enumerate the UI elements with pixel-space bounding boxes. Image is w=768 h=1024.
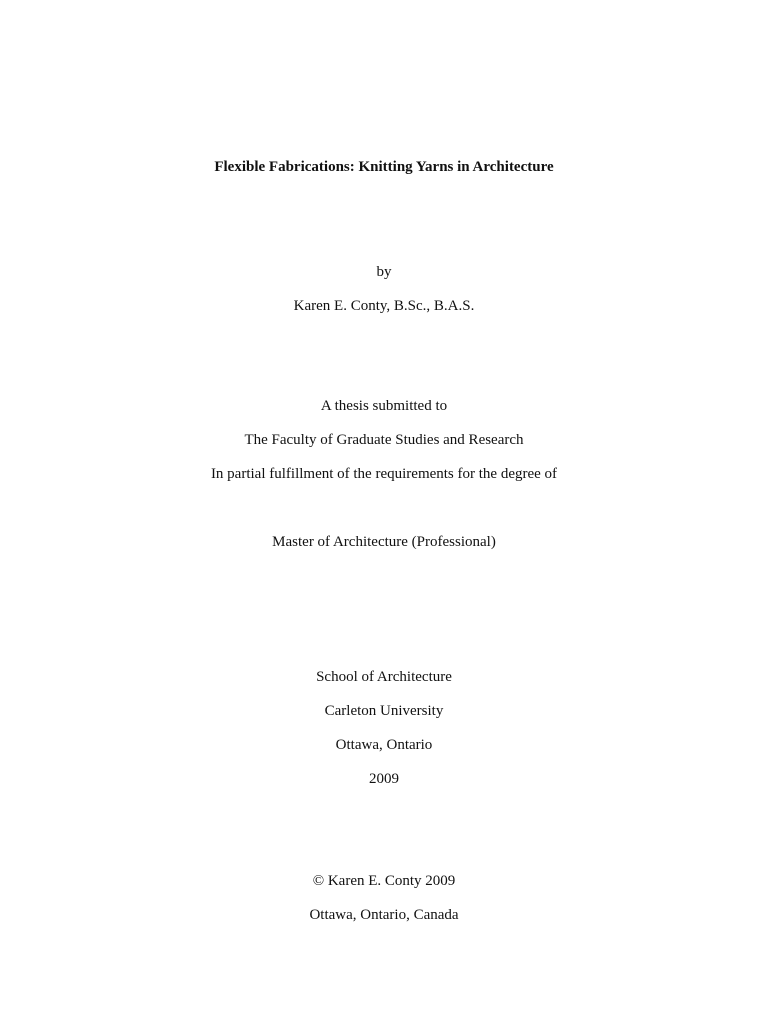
year: 2009 <box>369 771 399 787</box>
submission-line-2: The Faculty of Graduate Studies and Research <box>244 432 524 448</box>
location: Ottawa, Ontario, Canada <box>309 907 459 923</box>
submission-line-3: In partial fulfillment of the requirements for the degree of <box>210 466 558 482</box>
copyright-notice: © Karen E. Conty 2009 <box>312 873 456 889</box>
city-name: Ottawa, Ontario <box>335 737 433 753</box>
submission-line-1: A thesis submitted to <box>320 398 448 414</box>
university-name: Carleton University <box>324 703 444 719</box>
school-name: School of Architecture <box>316 669 452 685</box>
degree-name: Master of Architecture (Professional) <box>272 534 496 550</box>
author-name: Karen E. Conty, B.Sc., B.A.S. <box>293 298 475 314</box>
thesis-title: Flexible Fabrications: Knitting Yarns in Architecture <box>214 159 554 175</box>
by-label: by <box>376 264 392 280</box>
